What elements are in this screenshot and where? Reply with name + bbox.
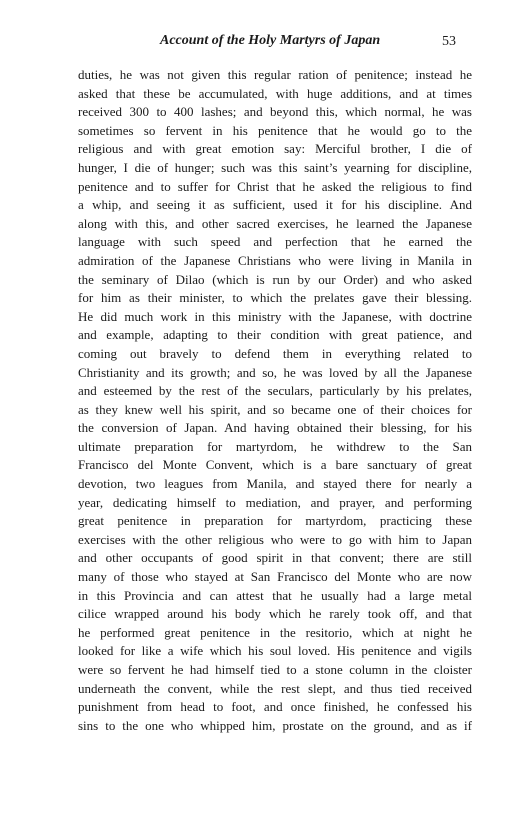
text-line: cilice wrapped around his body which he rarely took off, and that bbox=[78, 606, 472, 622]
text-line: received 300 to 400 lashes; and beyond this, which normal, he was bbox=[78, 104, 472, 120]
text-line: sins to the one who whipped him, prostate on the ground, and as if bbox=[78, 717, 472, 733]
text-line: underneath the convent, while the rest slept, and thus tied received bbox=[78, 680, 472, 696]
text-line: language with such speed and perfection that he earned the bbox=[78, 234, 472, 250]
text-line: and other occupants of good spirit in that convent; there are still bbox=[78, 550, 472, 566]
text-line: the conversion of Japan. And having obtained their blessing, for his bbox=[78, 420, 472, 436]
text-line: duties, he was not given this regular ration of penitence; instead he bbox=[78, 67, 472, 82]
text-line: many of those who stayed at San Francisco del Monte who are now bbox=[78, 569, 472, 585]
running-header-title: Account of the Holy Martyrs of Japan bbox=[160, 33, 381, 48]
text-line: in this Provincia and can attest that he usually had a large metal bbox=[78, 587, 472, 603]
page-number: 53 bbox=[442, 34, 456, 49]
text-line: looked for like a wife which his soul loved. His penitence and vigils bbox=[78, 643, 472, 659]
text-line: and esteemed by the rest of the seculars, particularly by his prelates, bbox=[78, 383, 472, 399]
text-line: devotion, two leagues from Manila, and stayed there for nearly a bbox=[78, 476, 472, 492]
running-header bbox=[78, 33, 458, 53]
text-line: penitence and to suffer for Christ that he asked the religious to find bbox=[78, 178, 472, 194]
text-line: year, dedicating himself to mediation, and prayer, and performing bbox=[78, 494, 472, 510]
text-line: a whip, and seeing it as sufficient, used it for his discipline. And bbox=[78, 197, 472, 213]
text-line: admiration of the Japanese Christians who were living in Manila in bbox=[78, 252, 472, 268]
text-line: punishment from head to foot, and once finished, he confessed his bbox=[78, 699, 472, 715]
text-line: religious and with great emotion say: Merciful brother, I die of bbox=[78, 141, 472, 157]
text-line: the seminary of Dilao (which is run by our Order) and who asked bbox=[78, 271, 472, 287]
text-line: exercises with the other religious who were to go with him to Japan bbox=[78, 531, 472, 547]
text-line: He did much work in this ministry with the Japanese, with doctrine bbox=[78, 308, 472, 324]
text-line: Christianity and its growth; and so, he was loved by all the Japanese bbox=[78, 364, 472, 380]
text-line: along with this, and other sacred exercises, he learned the Japanese bbox=[78, 215, 472, 231]
text-line: hunger, I die of hunger; such was this saint’s yearning for discipline, bbox=[78, 159, 472, 175]
body-text bbox=[78, 66, 472, 735]
text-line: were so fervent he had himself tied to a stone column in the cloister bbox=[78, 662, 472, 677]
text-line: and example, adapting to their condition with great patience, and bbox=[78, 327, 472, 343]
text-line: he performed great penitence in the resitorio, which at night he bbox=[78, 624, 472, 640]
text-line: Francisco del Monte Convent, which is a bare sanctuary of great bbox=[78, 457, 472, 473]
text-line: great penitence in preparation for martyrdom, practicing these bbox=[78, 513, 472, 529]
text-line: ultimate preparation for martyrdom, he withdrew to the San bbox=[78, 438, 472, 454]
text-line: asked that these be accumulated, with huge additions, and at times bbox=[78, 85, 472, 101]
text-line: for him as their minister, to which the prelates gave their blessing. bbox=[78, 290, 472, 306]
text-line: coming out bravely to defend them in everything related to bbox=[78, 345, 472, 361]
text-line: sometimes so fervent in his penitence that he would go to the bbox=[78, 122, 472, 138]
text-line: as they knew well his spirit, and so became one of their choices for bbox=[78, 401, 472, 417]
